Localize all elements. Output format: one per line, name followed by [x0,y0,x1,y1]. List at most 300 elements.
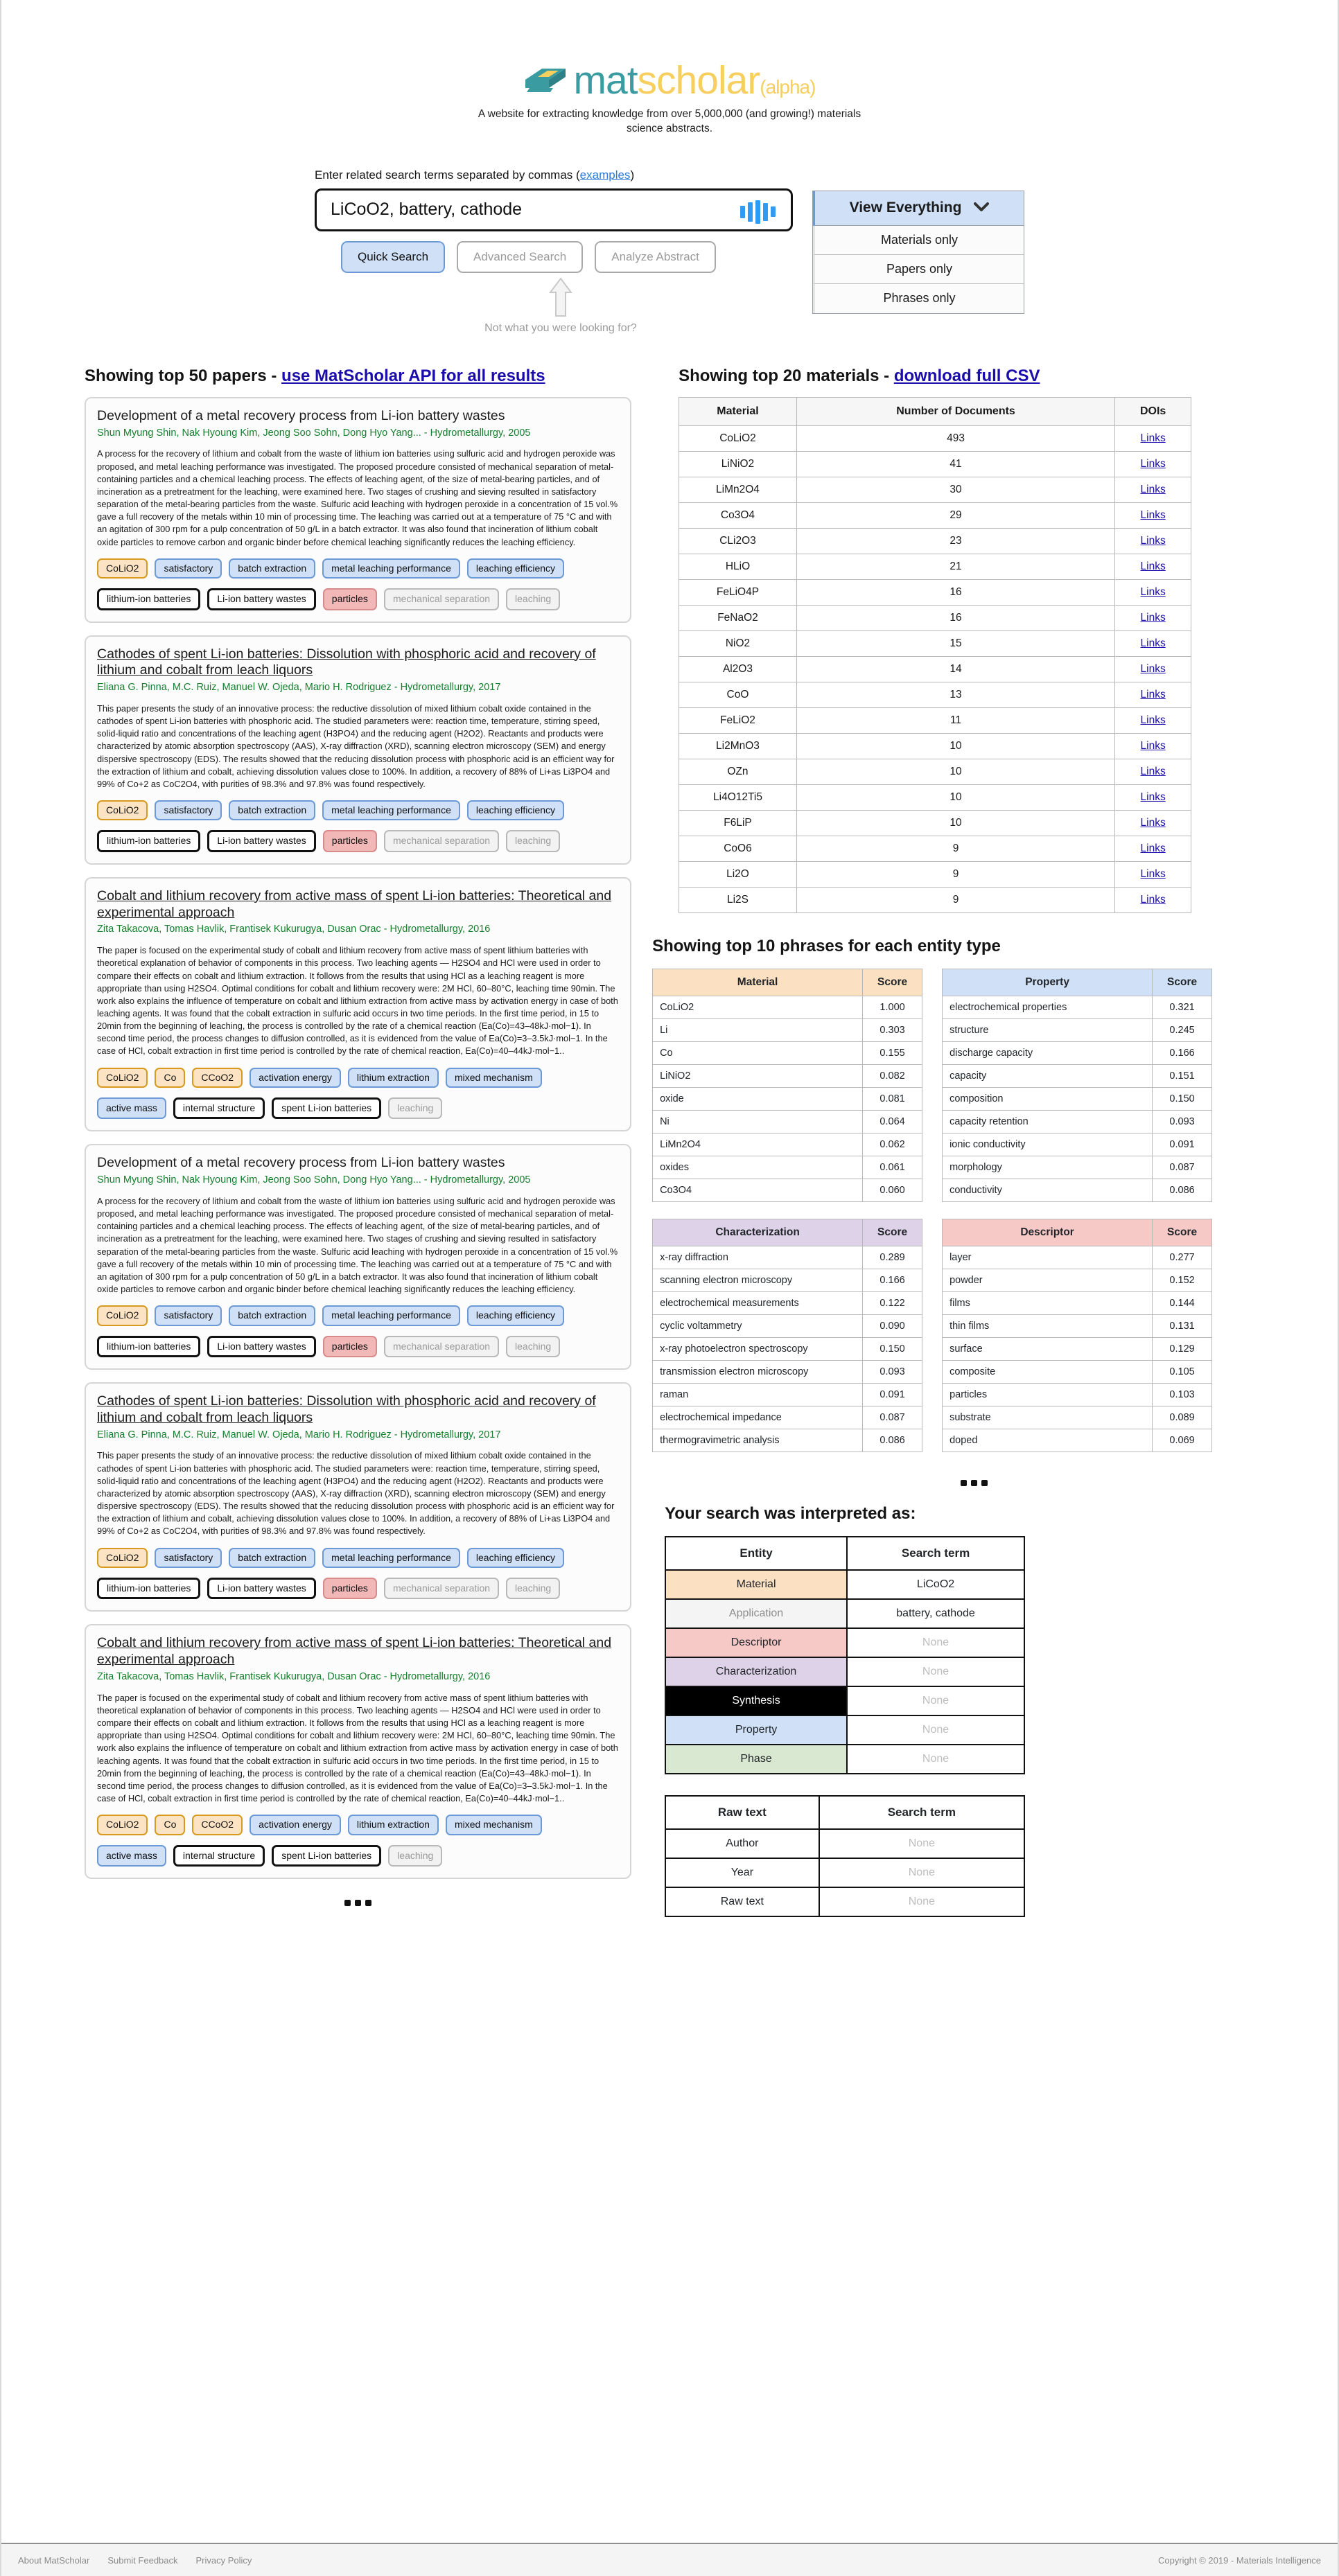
table-row [679,836,1191,861]
entity-tag-property[interactable]: satisfactory [155,558,222,579]
ellipsis-icon-papers [85,1900,631,1906]
entity-tag-application[interactable]: Li-ion battery wastes [207,830,315,852]
phrase-name: substrate [943,1406,1153,1429]
phrase-score: 0.105 [1153,1360,1212,1383]
table-row [679,682,1191,707]
entity-tag-descriptor[interactable]: particles [323,830,377,852]
material-name: F6LiP [679,810,797,836]
doi-links-link[interactable]: Links [1140,791,1166,803]
material-name: LiNiO2 [679,451,797,477]
material-name: LiMn2O4 [679,477,797,502]
phrase-name: x-ray diffraction [653,1246,863,1269]
table-row [653,1269,922,1291]
material-doc-count: 14 [796,656,1114,682]
phrases-section-title: Showing top 10 phrases for each entity type [652,936,1001,955]
search-label-before: Enter related search terms separated by commas ( [315,168,580,182]
table-row [943,1314,1212,1337]
entity-tag-descriptor[interactable]: particles [323,588,377,610]
entity-type-cell: Application [665,1599,847,1628]
paper-title: Development of a metal recovery process from Li-ion battery wastes [97,407,505,423]
entity-tag-phase[interactable]: mechanical separation [384,588,499,610]
entity-tag-phase[interactable]: leaching [506,830,560,852]
phrase-name: particles [943,1383,1153,1406]
phrase-name: doped [943,1429,1153,1452]
search-column [315,168,793,335]
phrase-score: 0.321 [1153,996,1212,1018]
paper-tag-row-1 [97,1815,619,1835]
entity-table-body [665,1570,1024,1774]
results-column [645,367,1338,1917]
paper-card[interactable] [85,397,631,623]
table-row [653,1291,922,1314]
entity-tag-property[interactable]: satisfactory [155,1305,222,1325]
doi-links-link[interactable]: Links [1140,842,1166,854]
papers-column [1,367,645,1917]
entity-tag-application[interactable]: lithium-ion batteries [97,1578,200,1599]
doi-links-link[interactable]: Links [1140,714,1166,726]
entity-type-cell: Descriptor [665,1628,847,1657]
entity-term-cell: None [847,1745,1024,1774]
paper-authors: Zita Takacova, Tomas Havlik, Frantisek Kukurugya, Dusan Orac - Hydrometallurgy, 2016 [97,1670,491,1682]
entity-tag-property[interactable]: metal leaching performance [322,558,460,579]
entity-tag-property[interactable]: batch extraction [229,1305,315,1325]
table-row [653,1179,922,1201]
entity-tag-phase[interactable]: leaching [388,1097,442,1119]
paper-authors: Zita Takacova, Tomas Havlik, Frantisek Kukurugya, Dusan Orac - Hydrometallurgy, 2016 [97,924,491,935]
dropdown-selected-label: View Everything [849,200,962,216]
paper-abstract: A process for the recovery of lithium and cobalt from the waste of lithium ion batteries using sulfuric acid and hydrogen peroxide was proposed, and metal leaching performance was investigated. The proposed procedure consisted of mechanical separation of metal-containing particles and a chemical leaching process. The effects of leaching agent, of the size of metal-bearing particles, and of incineration as a pretreatment for the leaching, were examined here. Two stages of crushing and sieving resulted in satisfactory separation of the metal-bearing particles from the waste. Sulfuric acid leaching with hydrogen peroxide in a concentration of 15 vol.% gave a full recovery of the metals within 10 min of processing time. The leaching was carried out at a temperature of 75 °C and with an agitation of 300 rpm for a pulp concentration of 50 g/L in a batch extractor. It was also found that incineration of lithium cobalt oxide particles to remove carbon and organic binder before chemical leaching significantly reduces the leaching efficiency. [97,448,618,547]
logo-text-mat: mat [573,58,638,103]
table-row [943,1383,1212,1406]
material-name: CLi2O3 [679,528,797,554]
doi-links-link[interactable]: Links [1140,560,1166,572]
entity-tag-property[interactable]: leaching efficiency [467,1305,564,1325]
table-row [679,861,1191,887]
table-row [653,1041,922,1064]
material-name: Li2MnO3 [679,733,797,759]
material-doc-count: 21 [796,554,1114,579]
table-row [665,1599,1024,1628]
material-doc-count: 13 [796,682,1114,707]
table-row [679,810,1191,836]
entity-tag-property[interactable]: active mass [97,1097,166,1119]
footer-link[interactable]: Submit Feedback [107,2555,178,2566]
doi-links-link[interactable]: Links [1140,739,1166,752]
material-doc-count: 9 [796,861,1114,887]
table-row [653,996,922,1018]
entity-term-cell: None [847,1686,1024,1715]
phrase-score: 0.093 [863,1360,922,1383]
material-doc-count: 10 [796,733,1114,759]
entity-tag-application[interactable]: lithium-ion batteries [97,830,200,852]
entity-term-cell: None [847,1628,1024,1657]
entity-tag-phase[interactable]: mechanical separation [384,1336,499,1357]
doi-links-link[interactable]: Links [1140,534,1166,547]
phrase-score: 0.082 [863,1064,922,1087]
material-doi-cell [1115,528,1191,554]
materials-table [679,397,1191,913]
table-row [679,656,1191,682]
phrase-score: 0.069 [1153,1429,1212,1452]
table-row [943,1269,1212,1291]
phrase-name: ionic conductivity [943,1133,1153,1156]
phrase-name: conductivity [943,1179,1153,1201]
interpreted-title: Your search was interpreted as: [665,1503,916,1523]
entity-tag-material[interactable]: Co [155,1815,185,1835]
entity-tag-property[interactable]: leaching efficiency [467,558,564,579]
table-row [943,1291,1212,1314]
phrase-col-entity: Property [943,969,1153,996]
phrase-score: 0.245 [1153,1018,1212,1041]
phrase-name: capacity [943,1064,1153,1087]
entity-term-cell: LiCoO2 [847,1570,1024,1599]
table-row [653,1360,922,1383]
paper-card[interactable] [85,1144,631,1370]
logo-text-scholar: scholar [637,58,760,103]
paper-title[interactable]: Cobalt and lithium recovery from active mass of spent Li-ion batteries: Theoretical and experimental approach [97,1635,612,1668]
table-row [653,1314,922,1337]
material-doc-count: 30 [796,477,1114,502]
phrase-name: layer [943,1246,1153,1269]
phrase-name: composite [943,1360,1153,1383]
phrase-score: 0.144 [1153,1291,1212,1314]
entity-tag-application[interactable]: lithium-ion batteries [97,588,200,610]
entity-tag-material[interactable]: Co [155,1068,185,1088]
entity-tag-property[interactable]: metal leaching performance [322,1305,460,1325]
phrase-table-descriptor [942,1219,1212,1452]
site-header [1,0,1338,136]
phrase-name: raman [653,1383,863,1406]
search-input[interactable] [329,199,778,220]
phrase-score: 0.166 [1153,1041,1212,1064]
table-row [679,502,1191,528]
material-doc-count: 9 [796,887,1114,912]
advanced-search-button[interactable]: Advanced Search [457,241,583,273]
download-csv-link[interactable]: download full CSV [893,366,1040,385]
doi-links-link[interactable]: Links [1140,893,1166,906]
paper-title: Development of a metal recovery process from Li-ion battery wastes [97,1155,505,1171]
table-row [679,579,1191,605]
phrase-name: powder [943,1269,1153,1291]
material-doi-cell [1115,425,1191,451]
col-num-documents: Number of Documents [796,397,1114,425]
table-row [943,1429,1212,1452]
material-doi-cell [1115,579,1191,605]
phrase-name: electrochemical impedance [653,1406,863,1429]
entity-tag-material[interactable]: CoLiO2 [97,1548,148,1568]
paper-abstract: A process for the recovery of lithium and cobalt from the waste of lithium ion batteries using sulfuric acid and hydrogen peroxide was proposed, and metal leaching performance was investigated. The proposed procedure consisted of mechanical separation of metal-containing particles and a chemical leaching process. The effects of leaching agent, of the size of metal-bearing particles, and of incineration as a pretreatment for the leaching, were examined here. Two stages of crushing and sieving resulted in satisfactory separation of the metal-bearing particles from the waste. Sulfuric acid leaching with hydrogen peroxide in a concentration of 15 vol.% gave a full recovery of the metals within 10 min of processing time. The leaching was carried out at a temperature of 75 °C and with an agitation of 300 rpm for a pulp concentration of 50 g/L in a batch extractor. It was also found that incineration of lithium cobalt oxide particles to remove carbon and organic binder before chemical leaching significantly reduces the leaching efficiency. [97,1196,618,1295]
search-area [1,168,1338,335]
material-name: CoLiO2 [679,425,797,451]
entity-tag-phase[interactable]: leaching [506,588,560,610]
entity-tag-application[interactable]: internal structure [173,1097,265,1119]
doi-links-link[interactable]: Links [1140,867,1166,880]
doi-links-link[interactable]: Links [1140,509,1166,521]
phrase-score: 0.166 [863,1269,922,1291]
table-row [679,630,1191,656]
phrase-name: CoLiO2 [653,996,863,1018]
entity-tag-property[interactable]: leaching efficiency [467,800,564,820]
entity-tag-application[interactable]: lithium-ion batteries [97,1336,200,1357]
material-name: NiO2 [679,630,797,656]
table-row [653,1156,922,1179]
entity-tag-application[interactable]: Li-ion battery wastes [207,1336,315,1357]
materials-table-body [679,425,1191,912]
footer-link[interactable]: Privacy Policy [195,2555,252,2566]
col-raw-search-term: Search term [819,1796,1024,1829]
phrase-score: 0.091 [863,1383,922,1406]
paper-card[interactable] [85,1624,631,1879]
entity-tag-property[interactable]: active mass [97,1845,166,1867]
table-row [943,1246,1212,1269]
entity-tag-descriptor[interactable]: particles [323,1578,377,1599]
phrase-score: 0.061 [863,1156,922,1179]
material-doi-cell [1115,477,1191,502]
entity-tag-property[interactable]: activation energy [250,1815,341,1835]
entity-tag-property[interactable]: metal leaching performance [322,1548,460,1568]
entity-tag-property[interactable]: batch extraction [229,800,315,820]
dropdown-selected[interactable] [813,191,1024,226]
doi-links-link[interactable]: Links [1140,662,1166,675]
table-row [679,554,1191,579]
paper-tag-row-2 [97,1845,619,1867]
material-doi-cell [1115,759,1191,784]
raw-term-cell: None [819,1829,1024,1858]
col-material: Material [679,397,797,425]
doi-links-link[interactable]: Links [1140,483,1166,495]
raw-term-cell: None [819,1858,1024,1887]
examples-link[interactable]: examples [579,168,631,182]
audio-waveform-icon[interactable] [740,200,776,224]
phrase-table-header-row [943,1219,1212,1246]
phrase-col-score: Score [1153,969,1212,996]
analyze-abstract-button[interactable]: Analyze Abstract [595,241,716,273]
search-button-row [315,241,793,273]
raw-type-cell: Raw text [665,1887,819,1916]
papers-list [85,397,631,1879]
papers-title-text: Showing top 50 papers [85,366,267,385]
col-dois: DOIs [1115,397,1191,425]
phrase-score: 0.091 [1153,1133,1212,1156]
phrase-table-characterization [652,1219,922,1452]
col-raw-text: Raw text [665,1796,819,1829]
entity-tag-phase[interactable]: mechanical separation [384,1578,499,1599]
logo[interactable] [1,58,1338,103]
entity-tag-phase[interactable]: leaching [506,1578,560,1599]
phrase-name: morphology [943,1156,1153,1179]
table-row [679,605,1191,630]
entity-tag-property[interactable]: satisfactory [155,1548,222,1568]
footer-links [18,2555,252,2566]
material-doi-cell [1115,733,1191,759]
dropdown-option-materials[interactable]: Materials only [813,226,1024,255]
phrase-tables-grid [652,969,1296,1452]
phrase-name: films [943,1291,1153,1314]
phrase-score: 0.060 [863,1179,922,1201]
doi-links-link[interactable]: Links [1140,432,1166,444]
entity-tag-property[interactable]: mixed mechanism [446,1068,542,1088]
phrase-score: 0.086 [1153,1179,1212,1201]
entity-tag-property[interactable]: leaching efficiency [467,1548,564,1568]
material-doc-count: 10 [796,810,1114,836]
material-doc-count: 16 [796,579,1114,605]
material-doi-cell [1115,630,1191,656]
logo-alpha-badge: (alpha) [760,76,816,98]
dropdown-option-phrases[interactable]: Phrases only [813,284,1024,313]
entity-tag-property[interactable]: batch extraction [229,558,315,579]
paper-title[interactable]: Cathodes of spent Li-ion batteries: Dissolution with phosphoric acid and recovery of lithium and cobalt from leach liquors [97,646,596,678]
table-row [943,996,1212,1018]
entity-type-cell: Phase [665,1745,847,1774]
entity-tag-property[interactable]: satisfactory [155,800,222,820]
paper-title[interactable]: Cathodes of spent Li-ion batteries: Dissolution with phosphoric acid and recovery of lithium and cobalt from leach liquors [97,1393,596,1425]
entity-tag-material[interactable]: CCoO2 [192,1068,243,1088]
phrase-col-entity: Material [653,969,863,996]
table-row [679,451,1191,477]
material-doi-cell [1115,554,1191,579]
phrase-score: 0.087 [1153,1156,1212,1179]
paper-card[interactable] [85,635,631,865]
search-label-after: ) [630,168,635,182]
entity-tag-phase[interactable]: leaching [388,1845,442,1867]
table-row [653,1064,922,1087]
material-doi-cell [1115,656,1191,682]
entity-tag-phase[interactable]: leaching [506,1336,560,1357]
entity-tag-application[interactable]: Li-ion battery wastes [207,588,315,610]
phrase-table-material [652,969,922,1202]
footer-link[interactable]: About MatScholar [18,2555,90,2566]
table-row [665,1887,1024,1916]
phrase-col-score: Score [863,969,922,996]
doi-links-link[interactable]: Links [1140,611,1166,624]
table-row [665,1686,1024,1715]
entity-tag-application[interactable]: Li-ion battery wastes [207,1578,315,1599]
phrase-name: electrochemical properties [943,996,1153,1018]
phrase-score: 0.129 [1153,1337,1212,1360]
paper-authors: Shun Myung Shin, Nak Hyoung Kim, Jeong Soo Sohn, Dong Hyo Yang... - Hydrometallurgy, 2005 [97,427,531,439]
doi-links-link[interactable]: Links [1140,688,1166,700]
phrase-name: electrochemical measurements [653,1291,863,1314]
entity-tag-property[interactable]: batch extraction [229,1548,315,1568]
phrase-col-score: Score [1153,1219,1212,1246]
material-doc-count: 15 [796,630,1114,656]
material-name: FeLiO2 [679,707,797,733]
entity-type-cell: Synthesis [665,1686,847,1715]
entity-tag-material[interactable]: CCoO2 [192,1815,243,1835]
phrase-col-entity: Characterization [653,1219,863,1246]
material-doi-cell [1115,836,1191,861]
raw-table-body [665,1829,1024,1916]
table-row [943,1360,1212,1383]
entity-tag-property[interactable]: activation energy [250,1068,341,1088]
phrase-score: 0.289 [863,1246,922,1269]
entity-tag-material[interactable]: CoLiO2 [97,1305,148,1325]
table-row [679,425,1191,451]
phrase-table-header-row [653,969,922,996]
phrase-score: 0.152 [1153,1269,1212,1291]
entity-type-cell: Property [665,1715,847,1745]
entity-tag-material[interactable]: CoLiO2 [97,1068,148,1088]
arrow-up-icon [329,277,793,321]
paper-tag-row-1 [97,1068,619,1088]
table-row [665,1829,1024,1858]
matscholar-api-link[interactable]: use MatScholar API for all results [281,366,545,385]
interpreted-section [665,1504,1025,1917]
quick-search-button[interactable]: Quick Search [341,241,445,273]
paper-card[interactable] [85,877,631,1132]
materials-title-dash: - [879,366,894,385]
paper-tag-row-2 [97,830,619,852]
paper-tag-row-2 [97,1336,619,1357]
table-row [679,477,1191,502]
entity-tag-application[interactable]: spent Li-ion batteries [272,1845,381,1867]
phrase-score: 0.064 [863,1110,922,1133]
paper-abstract: The paper is focused on the experimental study of cobalt and lithium recovery from active mass of spent lithium batteries with theoretical explanation of behavior of components in this process. Two leaching agents — H2SO4 and HCl were used in order to compare their effects on cobalt and lithium extraction. It follows from the results that using HCl as a leaching reagent is more appropriate than using H2SO4. Optimal conditions for cobalt and lithium recovery were: 2M HCl, 60–80°C, leaching time 90min. The work also explains the influence of temperature on cobalt and lithium extraction from active mass by activation energy in case of both leaching agents. It was found that the cobalt extraction in sulfuric acid occurs in two time periods. In the first time period, in 15 to 20min from the beginning of leaching, the process is controlled by the rate of a chemical reaction (Ea(Co)=43–48kJ·mol−1). In second time period, the process changes to diffusion controlled, as it is evidenced from the value of Ea(Co)=3–3.5kJ·mol−1. In the case of HCl, cobalt extraction in first time period is controlled by the rate of chemical reaction, Ea(Co)=40–44kJ·mol−1.. [97,1692,618,1803]
entity-tag-property[interactable]: mixed mechanism [446,1815,542,1835]
entity-tag-application[interactable]: spent Li-ion batteries [272,1097,381,1119]
paper-tag-row-2 [97,1097,619,1119]
interpreted-entity-table [665,1536,1025,1774]
materials-title-text: Showing top 20 materials [679,366,879,385]
table-row [653,1110,922,1133]
entity-tag-descriptor[interactable]: particles [323,1336,377,1357]
doi-links-link[interactable]: Links [1140,637,1166,649]
dropdown-option-papers[interactable]: Papers only [813,255,1024,284]
material-doi-cell [1115,451,1191,477]
material-doi-cell [1115,502,1191,528]
doi-links-link[interactable]: Links [1140,816,1166,829]
search-box[interactable] [315,188,793,231]
entity-tag-property[interactable]: metal leaching performance [322,800,460,820]
entity-tag-property[interactable]: lithium extraction [348,1068,439,1088]
phrase-name: oxides [653,1156,863,1179]
papers-title-dash: - [266,366,282,385]
entity-tag-phase[interactable]: mechanical separation [384,830,499,852]
paper-card[interactable] [85,1382,631,1612]
entity-tag-material[interactable]: CoLiO2 [97,1815,148,1835]
material-doc-count: 9 [796,836,1114,861]
material-doc-count: 41 [796,451,1114,477]
entity-tag-application[interactable]: internal structure [173,1845,265,1867]
paper-title[interactable]: Cobalt and lithium recovery from active mass of spent Li-ion batteries: Theoretical and experimental approach [97,888,612,920]
entity-term-cell: None [847,1657,1024,1686]
doi-links-link[interactable]: Links [1140,457,1166,470]
table-row [665,1570,1024,1599]
table-row [943,1018,1212,1041]
phrase-name: structure [943,1018,1153,1041]
papers-section-title [85,367,631,386]
entity-tag-material[interactable]: CoLiO2 [97,558,148,579]
entity-tag-material[interactable]: CoLiO2 [97,800,148,820]
site-tagline: A website for extracting knowledge from over 5,000,000 (and growing!) materials science abstracts. [478,108,861,134]
doi-links-link[interactable]: Links [1140,585,1166,598]
material-doc-count: 10 [796,759,1114,784]
view-filter-dropdown[interactable] [812,191,1024,314]
chevron-down-icon [974,200,989,216]
raw-type-cell: Year [665,1858,819,1887]
doi-links-link[interactable]: Links [1140,765,1166,777]
paper-tag-row-1 [97,1548,619,1568]
material-name: HLiO [679,554,797,579]
material-name: Li2S [679,887,797,912]
paper-tag-row-1 [97,800,619,820]
material-name: Li2O [679,861,797,887]
entity-tag-property[interactable]: lithium extraction [348,1815,439,1835]
phrase-score: 0.081 [863,1087,922,1110]
table-row [653,1429,922,1452]
table-row [679,759,1191,784]
phrase-name: scanning electron microscopy [653,1269,863,1291]
